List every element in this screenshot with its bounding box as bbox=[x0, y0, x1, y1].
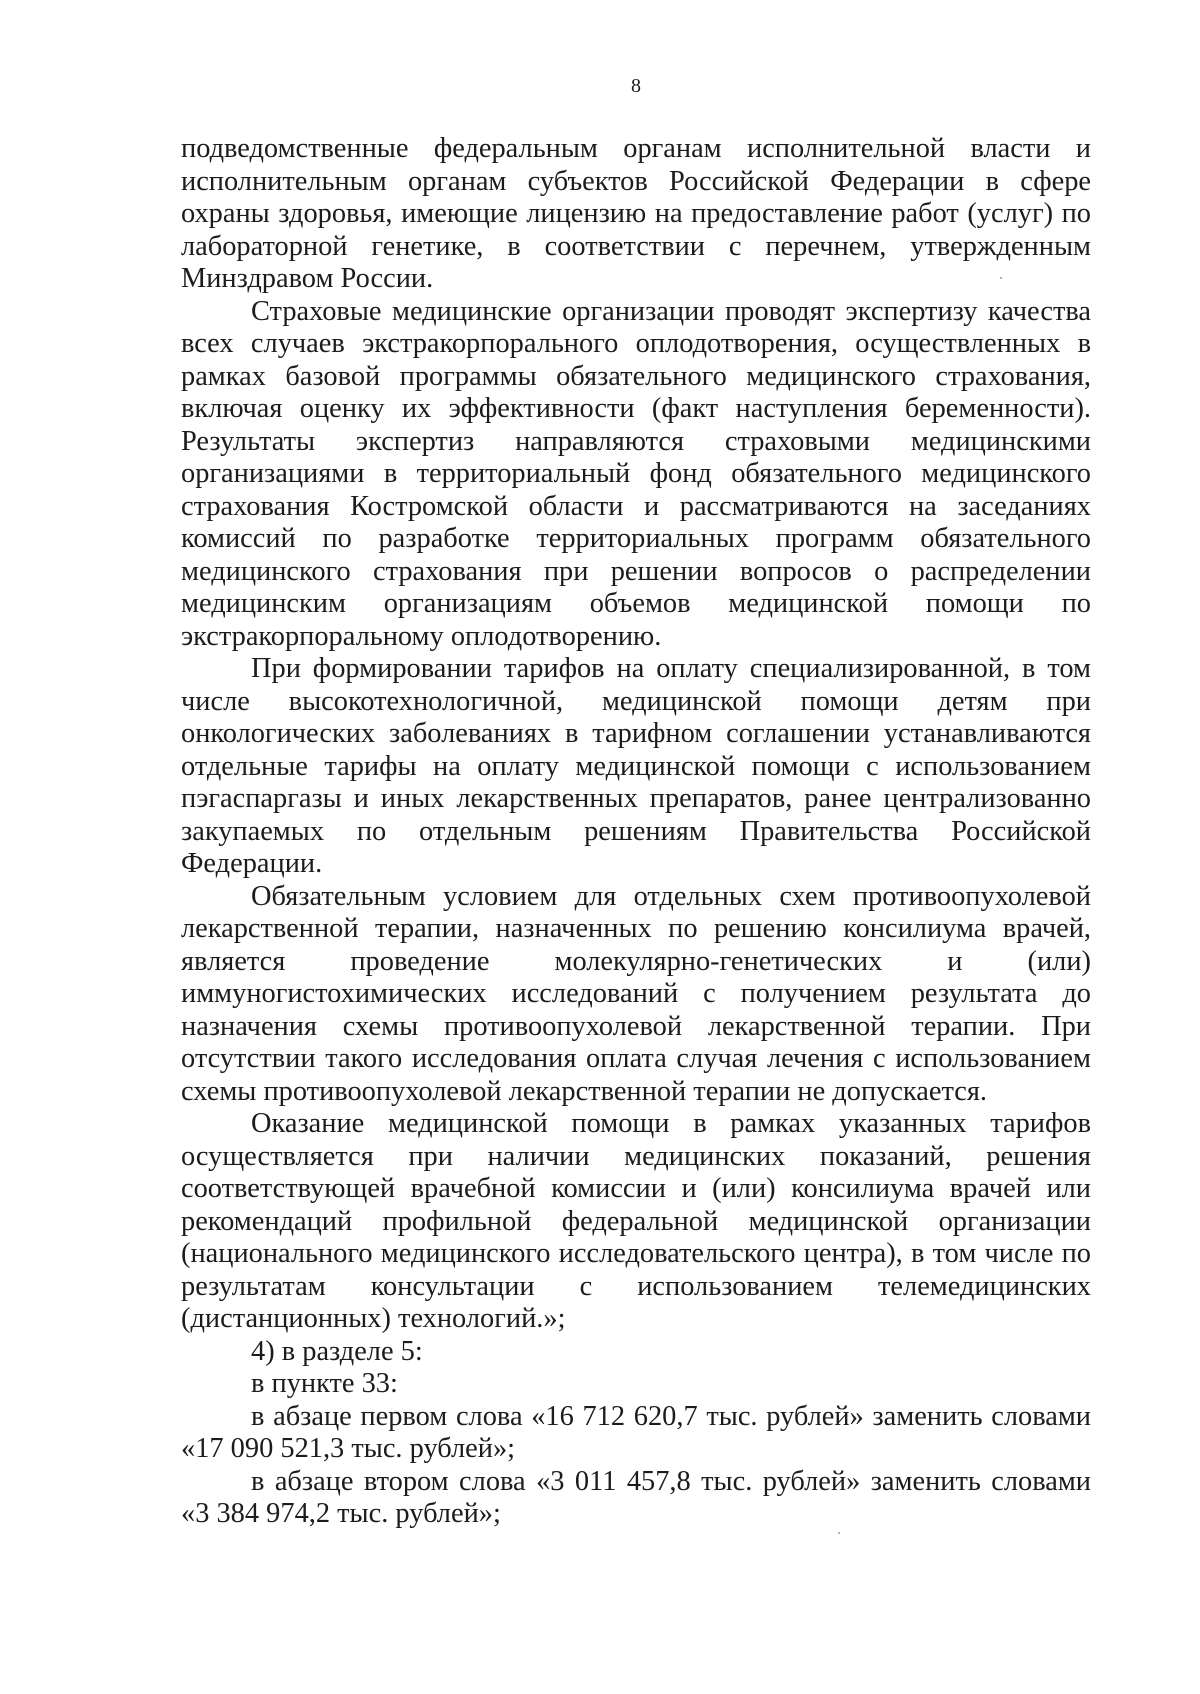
page-number: 8 bbox=[631, 75, 641, 97]
paragraph-continuation: подведомственные федеральным органам исполнительной власти и исполнительным органам субъектов Российской Федерации в сфере охраны здоровья, имеющие лицензию на предоставление работ (услуг) по лабораторной генетике, в соответствии с перечнем, утвержденным Минздравом России. bbox=[181, 133, 1091, 294]
scan-speck bbox=[838, 1532, 840, 1534]
paragraph-item-33: в пункте 33: bbox=[251, 1368, 398, 1399]
paragraph-second-abzats: в абзаце втором слова «3 011 457,8 тыс. рублей» заменить словами «3 384 974,2 тыс. рублей»; bbox=[181, 1465, 1091, 1529]
paragraph-insurance-expertise: Страховые медицинские организации проводят экспертизу качества всех случаев экстракорпорального оплодотворения, осуществленных в рамках базовой программы обязательного медицинского страхования, включая оценку их эффективности (факт наступления беременности). Результаты экспертиз направляются страховыми медицинскими организациями в территориальный фонд обязательного медицинского страхования Костромской области и рассматриваются на заседаниях комиссий по разработке территориальных программ обязательного медицинского страхования при решении вопросов о распределении медицинским организациям объемов медицинской помощи по экстракорпоральному оплодотворению. bbox=[181, 295, 1091, 652]
paragraph-care-provision: Оказание медицинской помощи в рамках указанных тарифов осуществляется при наличии медицинских показаний, решения соответствующей врачебной комиссии и (или) консилиума врачей или рекомендаций профильной федеральной медицинской организации (национального медицинского исследовательского центра), в том числе по результатам консультации с использованием телемедицинских (дистанционных) технологий.»; bbox=[181, 1108, 1091, 1334]
paragraph-first-abzats: в абзаце первом слова «16 712 620,7 тыс. рублей» заменить словами «17 090 521,3 тыс. рублей»; bbox=[181, 1400, 1091, 1464]
document-body bbox=[181, 133, 1091, 1531]
paragraph-section-5: 4) в разделе 5: bbox=[251, 1335, 423, 1367]
paragraph-mandatory-condition: Обязательным условием для отдельных схем противоопухолевой лекарственной терапии, назначенных по решению консилиума врачей, является проведение молекулярно-генетических и (или) иммуногистохимических исследований с получением результата до назначения схемы противоопухолевой лекарственной терапии. При отсутствии такого исследования оплата случая лечения с использованием схемы противоопухолевой лекарственной терапии не допускается. bbox=[181, 880, 1091, 1107]
scan-speck bbox=[1000, 277, 1002, 279]
paragraph-tariffs-children-oncology: При формировании тарифов на оплату специализированной, в том числе высокотехнологичной, медицинской помощи детям при онкологических заболеваниях в тарифном соглашении устанавливаются отдельные тарифы на оплату медицинской помощи с использованием пэгаспаргазы и иных лекарственных препаратов, ранее централизованно закупаемых по отдельным решениям Правительства Российской Федерации. bbox=[181, 653, 1091, 879]
